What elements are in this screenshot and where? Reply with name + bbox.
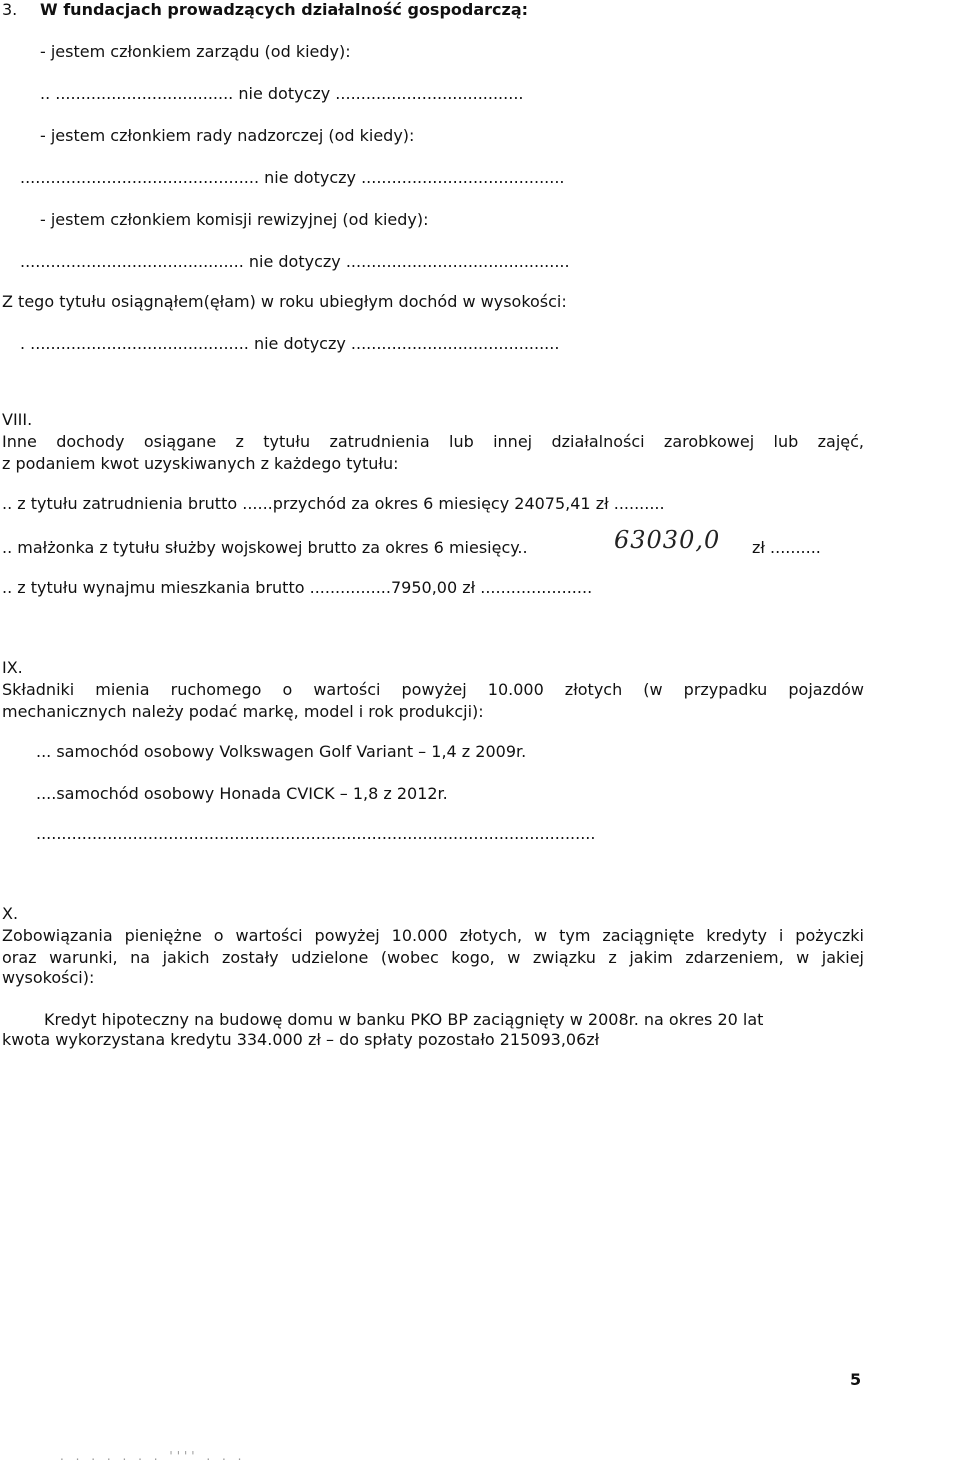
- vehicle-item: ... samochód osobowy Volkswagen Golf Variant – 1,4 z 2009r.: [36, 742, 527, 761]
- credit-line: Kredyt hipoteczny na budowę domu w banku PKO BP zaciągnięty w 2008r. na okres 20 lat: [44, 1010, 764, 1029]
- vehicle-item: ....samochód osobowy Honada CVICK – 1,8 z 2012r.: [36, 784, 448, 803]
- section-description: Składniki mienia ruchomego o wartości powyżej 10.000 złotych (w przypadku pojazdów: [2, 680, 864, 699]
- section-description: Zobowiązania pieniężne o wartości powyżej 10.000 złotych, w tym zaciągnięte kredyty i pożyczki: [2, 926, 864, 945]
- audit-committee-label: - jestem członkiem komisji rewizyjnej (od kiedy):: [40, 210, 429, 229]
- section-number: X.: [2, 904, 19, 923]
- income-row-spouse-text: .. małżonka z tytułu służby wojskowej brutto za okres 6 miesięcy..: [2, 538, 528, 557]
- section-description: mechanicznych należy podać markę, model i rok produkcji):: [2, 702, 484, 721]
- section-heading: W fundacjach prowadzących działalność gospodarczą:: [40, 0, 529, 19]
- income-value: . ........................................... nie dotyczy .........................................: [20, 334, 560, 353]
- audit-committee-value: ............................................ nie dotyczy ............................................: [20, 252, 570, 271]
- income-row-employment: .. z tytułu zatrudnienia brutto ......przychód za okres 6 miesięcy 24075,41 zł ..........: [2, 494, 665, 513]
- page-number: 5: [850, 1370, 862, 1389]
- income-row-rental: .. z tytułu wynajmu mieszkania brutto ................7950,00 zł ......................: [2, 578, 593, 597]
- credit-line: kwota wykorzystana kredytu 334.000 zł – do spłaty pozostało 215093,06zł: [2, 1030, 600, 1049]
- income-row-spouse-suffix: zł ..........: [752, 538, 821, 557]
- section-number: 3.: [2, 0, 18, 19]
- section-description: z podaniem kwot uzyskiwanych z każdego tytułu:: [2, 454, 399, 473]
- supervisory-board-value: ............................................... nie dotyczy ........................................: [20, 168, 565, 187]
- supervisory-board-label: - jestem członkiem rady nadzorczej (od kiedy):: [40, 126, 415, 145]
- scan-artifact-marks: . . . . . . . '''' . . .: [60, 1449, 246, 1463]
- section-number: IX.: [2, 658, 23, 677]
- section-description: wysokości):: [2, 968, 95, 987]
- handwritten-amount: 63030,0: [614, 526, 721, 554]
- section-number: VIII.: [2, 410, 33, 429]
- dotted-line: ..............................................................................................................: [36, 824, 596, 843]
- income-row-spouse: [2, 538, 528, 558]
- board-member-value: .. ................................... nie dotyczy .....................................: [40, 84, 524, 103]
- section-description: Inne dochody osiągane z tytułu zatrudnienia lub innej działalności zarobkowej lub zajęć,: [2, 432, 864, 451]
- income-label: Z tego tytułu osiągnąłem(ęłam) w roku ubiegłym dochód w wysokości:: [2, 292, 567, 311]
- board-member-label: - jestem członkiem zarządu (od kiedy):: [40, 42, 351, 61]
- section-description: oraz warunki, na jakich zostały udzielone (wobec kogo, w związku z jakim zdarzeniem, w jakiej: [2, 948, 864, 967]
